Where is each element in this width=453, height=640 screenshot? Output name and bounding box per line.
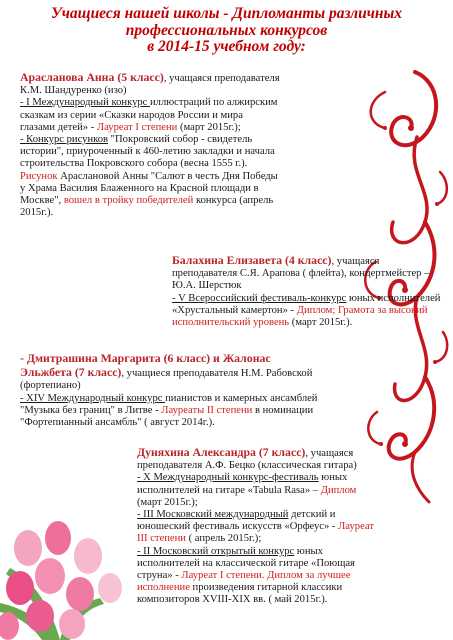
contest-date: конкурса (апрель 2015г.).: [20, 195, 274, 219]
entry-dmitrashina-zhalonas: [20, 352, 325, 429]
contest-date: (март 2015г.);: [177, 121, 241, 133]
contest-date: ( апрель 2015г.);: [185, 533, 262, 545]
contest-title: - V Всероссийский фестиваль-конкурс: [172, 292, 347, 304]
contest-title: - II Московский открытый конкурс: [137, 545, 295, 557]
contest-details: иллюстраций по алжирским сказкам из серии «Сказки народов России и мира глазами детей»: [20, 97, 278, 133]
contest-details: юных исполнителей на гитаре «Tabula Rasa» –: [137, 472, 348, 496]
tulip-bouquet-image: [0, 508, 140, 640]
award-text: Диплом; Грамота за высокий исполнительский уровень: [172, 304, 428, 329]
student-name: Балахина Елизавета (4 класс): [172, 253, 332, 267]
title-line-2: профессиональных конкурсов: [125, 21, 328, 39]
contest-date: (март 2015г.).: [289, 317, 353, 329]
contest-title: - I Международный конкурс: [20, 97, 151, 109]
contest-date: (март 2015г.);: [137, 496, 198, 508]
student-name: Дуняхина Александра (7 класс): [137, 445, 306, 459]
entry-intro: , учащаяся преподавателя А.Ф. Бецко (классическая гитара): [137, 448, 357, 472]
contest-title: - III Московский международный: [137, 509, 289, 521]
contest-title: - XIV Международный конкурс: [20, 392, 166, 404]
entry-intro: , учащаяся преподавателя К.М. Шандуренко (изо): [20, 73, 280, 97]
title-line-3: в 2014-15 учебном году:: [147, 38, 306, 55]
contest-title: - Конкурс рисунков: [20, 134, 109, 146]
contest-details: юных исполнителей «Хрустальный камертон» -: [172, 292, 441, 316]
contest-details: пианистов и камерных ансамблей "Музыка без границ" в Литве -: [20, 392, 318, 416]
entry-intro: , учащаяся преподавателя С.Я. Арапова ( флейта), концертмейстер – Ю.А. Шерстюк: [172, 256, 430, 292]
award-text: вошел в тройку победителей: [61, 195, 194, 207]
entry-dunyakhina: [137, 446, 377, 607]
contest-title: - X Международный конкурс-фестиваль: [137, 472, 319, 484]
page-title: [0, 6, 453, 56]
student-name: - Дмитрашина Маргарита (6 класс) и Жалонас Эльжбета (7 класс): [20, 351, 271, 380]
student-name: Арасланова Анна (5 класс): [20, 70, 164, 84]
award-text: Рисунок: [20, 170, 61, 182]
contest-details: "Покровский собор - свидетель истории", приуроченный к 460-летию закладки и начала строительства Покровского собора (весна 1555 г.).: [20, 134, 275, 170]
entry-araslanova: [20, 71, 280, 219]
award-text: Диплом: [320, 484, 357, 496]
contest-details: детский и юношеский фестиваль искусств «Орфеус» -: [137, 509, 339, 533]
award-text: Лауреат I степени. Диплом за лучшее исполнение: [137, 570, 351, 594]
title-line-1: Учащиеся нашей школы - Дипломанты различных: [50, 5, 402, 22]
contest-dash: -: [88, 121, 97, 133]
entry-balakhina: [172, 254, 447, 329]
award-text: Лауреат I степени: [96, 121, 178, 133]
award-text: Лауреаты II степени: [161, 404, 253, 416]
award-text: Лауреат III степени: [137, 521, 374, 545]
contest-date: произведения гитарной классики композиторов XVIII-XIX вв. ( май 2015г.).: [137, 582, 343, 606]
contest-date: в номинации "Фортепианный ансамбль" ( август 2014г.).: [20, 404, 314, 429]
contest-details: юных исполнителей на классической гитаре «Поющая струна» -: [137, 545, 355, 582]
entry-intro: , учащиеся преподавателя Н.М. Рабовской (фортепиано): [20, 368, 313, 392]
artwork-title: Араслановой Анны "Салют в честь Дня Победы у Храма Василия Блаженного на Красной площади в Москве",: [20, 170, 278, 207]
